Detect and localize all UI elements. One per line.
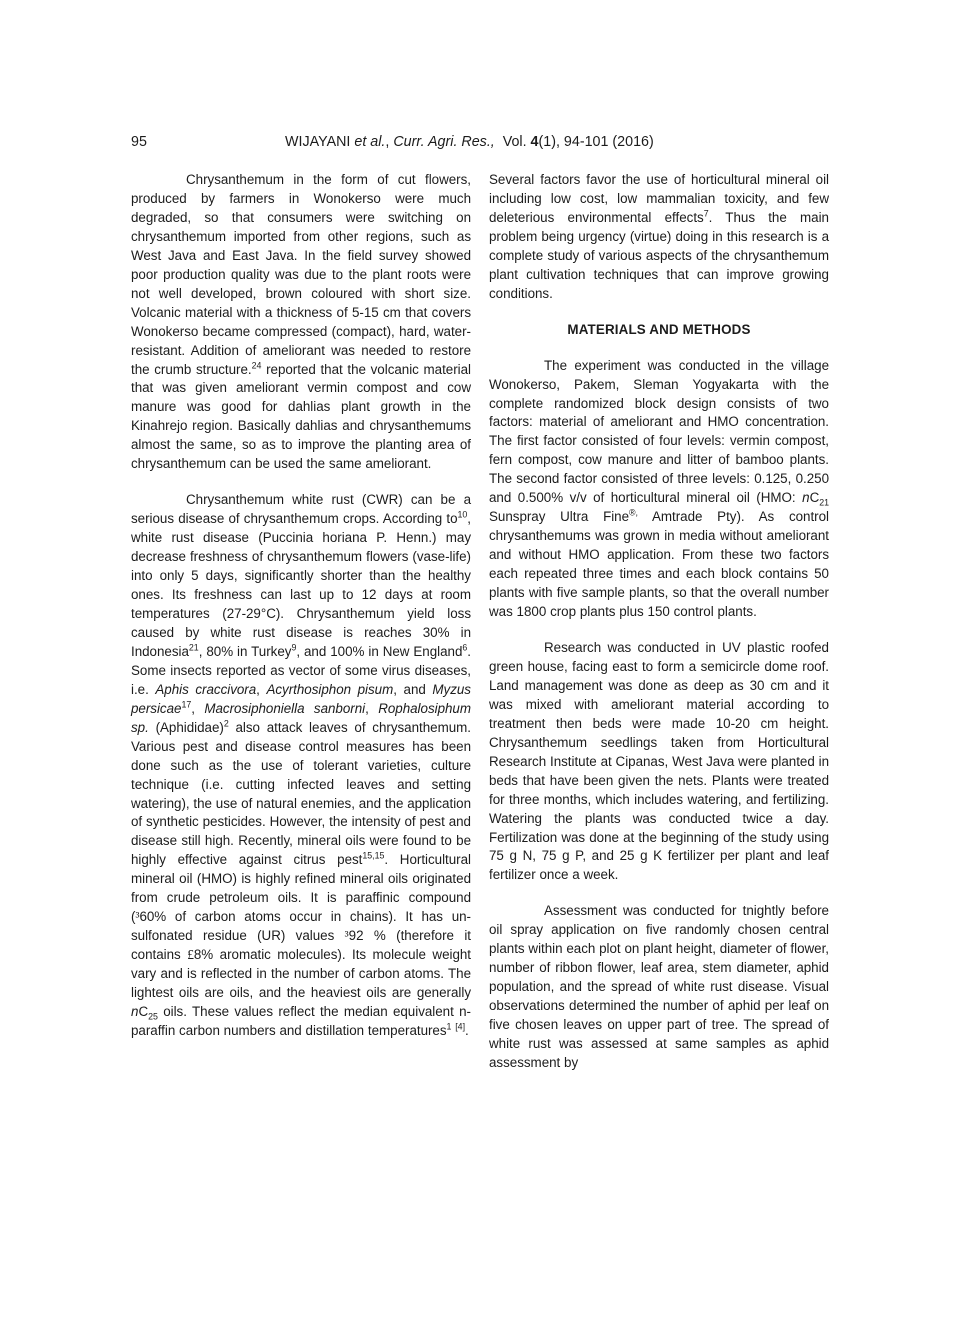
text-run: C <box>809 490 820 506</box>
running-head-volume-label: Vol. <box>502 134 531 150</box>
column-left <box>131 171 471 1041</box>
text-run: Amtrade Pty). As control chrysanthemums was grown in media without ameliorant and without HMO application. From these two factors each repeated three times and each block contains 50 plants with five sample plants, so that the overall number was 1800 crop plants plus 150 control plants. <box>489 509 829 620</box>
running-head-issue-pages-year: (1), 94-101 (2016) <box>538 134 654 150</box>
running-head-authors: WIJAYANI <box>285 134 351 150</box>
running-head-separator: , <box>385 134 394 150</box>
running-head-et-al: et al. <box>354 134 386 150</box>
reference-superscript: 17 <box>181 699 192 710</box>
text-run: Chrysanthemum white rust (CWR) can be a serious disease of chrysanthemum crops. According to <box>131 492 471 527</box>
species-name: Macrosiphoniella sanborni <box>204 700 366 716</box>
running-head <box>131 131 829 153</box>
text-run: 92 % (therefore it contains <box>131 928 472 963</box>
reference-superscript: 21 <box>188 642 199 653</box>
text-run: 8% aromatic molecules). Its molecule weight vary and is reflected in the number of carbon atoms. The lightest oils are oils, and the heaviest oils are generally <box>131 947 472 1001</box>
reference-superscript: 6 <box>462 642 468 653</box>
text-run: , <box>191 700 205 716</box>
reference-superscript: 2 <box>223 718 229 729</box>
text-run: reported that the volcanic material that was given ameliorant vermin compost and cow manure was good for dahlias plant growth in the Kinahrejo region. Basically dahlias and chrysanthemums almost the same, so as to improve the planting area of chrysanthemum can be used the same ameliorant. <box>131 361 471 472</box>
running-head-citation <box>285 134 654 150</box>
text-run: C <box>138 1003 149 1019</box>
text-run: 60% of carbon atoms occur in chains). It has un-sulfonated residue (UR) values <box>131 909 471 944</box>
species-name: Aphis craccivora <box>155 681 257 697</box>
body-paragraph <box>489 639 829 885</box>
body-paragraph <box>489 357 829 622</box>
text-run: The experiment was conducted in the village Wonokerso, Pakem, Sleman Yogyakarta with the complete randomized block design consists of two factors: material of ameliorant and HMO concentration. The first factor consisted of four levels: vermin compost, fern compost, cow manure and litter of bamboo plants. The second factor consisted of three levels: 0.125, 0.250 and 0.500% v/v of horticultural mineral oil (HMO: <box>489 357 829 506</box>
body-paragraph <box>489 171 829 304</box>
reference-superscript: 1 <box>446 1021 452 1032</box>
text-run: Several factors favor the use of horticultural mineral oil including low cost, low mammalian toxicity, and few deleterious environmental effects <box>489 172 829 225</box>
species-name: Myzus persicae <box>131 681 471 716</box>
text-run: . Some insects reported as vector of some virus diseases, i.e. <box>131 643 471 697</box>
body-paragraph <box>489 902 829 1073</box>
math-symbol: ³ <box>344 928 349 944</box>
body-paragraph <box>131 171 471 474</box>
reference-superscript: 24 <box>251 360 262 371</box>
text-run: , 80% in Turkey <box>198 643 292 659</box>
text-run: , <box>365 700 379 716</box>
species-name: n <box>131 1003 139 1019</box>
reference-superscript: 9 <box>291 642 297 653</box>
text-run: , and 100% in New England <box>296 643 463 659</box>
text-run: (Aphididae) <box>148 719 224 735</box>
species-name: n <box>802 490 810 506</box>
text-run: , <box>256 681 267 697</box>
text-run: oils. These values reflect the median equivalent n-paraffin carbon numbers and distillation temperatures <box>131 1003 471 1038</box>
text-run: , and <box>393 681 433 697</box>
math-symbol: ³ <box>135 909 140 925</box>
species-name: Rophalosiphum sp. <box>131 700 471 735</box>
reference-superscript: 7 <box>703 208 709 219</box>
species-name: Acyrthosiphon pisum <box>266 681 394 697</box>
text-run: Assessment was conducted for tnightly before oil spray application on five randomly chosen central plants within each plot on plant height, diameter of flower, number of ribbon flower, leaf area, stem diameter, aphid population, and the spread of white rust disease. Visual observations determined the number of aphid per leaf on five chosen leaves on upper part of tree. The spread of white rust was assessed at same samples as aphid assessment by <box>489 903 829 1070</box>
text-run: Sunspray Ultra Fine <box>489 509 630 525</box>
text-run: , white rust disease (Puccinia horiana P. Henn.) may decrease freshness of chrysanthemum flowers (vase-life) into only 5 days, significantly shorter than the healthy ones. Its freshness can last up to 12 days at room temperatures (27-29°C). Chrysanthemum yield loss caused by white rust disease is reaches 30% in Indonesia <box>131 511 471 659</box>
reference-superscript: 15,15 <box>362 850 385 861</box>
text-run: . Horticultural mineral oil (HMO) is highly refined mineral oils originated from crude petroleum oils. It is paraffinic compound ( <box>131 852 471 925</box>
text-run: . <box>465 1022 469 1038</box>
reference-superscript: [4] <box>455 1021 466 1032</box>
reference-superscript: 10 <box>457 509 468 520</box>
registered-mark: ®, <box>629 507 638 518</box>
column-right <box>489 171 829 1073</box>
text-run: also attack leaves of chrysanthemum. Various pest and disease control measures has been done such as the use of tolerant varieties, culture technique (i.e. cutting infected leaves and setting watering), the use of natural enemies, and the application of synthetic pesticides. However, the intensity of pest and disease still high. Recently, mineral oils were found to be highly effective against citrus pest <box>131 719 471 868</box>
body-paragraph <box>131 491 471 1041</box>
chemical-subscript: 21 <box>819 497 829 508</box>
section-heading: MATERIALS AND METHODS <box>567 321 751 337</box>
running-head-volume: 4 <box>530 134 539 150</box>
text-run: Chrysanthemum in the form of cut flowers, produced by farmers in Wonokerso were much degraded, so that consumers were switching on chrysanthemum imported from other regions, such as West Java and East Java. In the field survey showed poor production quality was due to the plant roots were not well developed, brown coloured with short size. Volcanic material with a thickness of 5-15 cm that covers Wonokerso became compressed (compact), hard, water-resistant. Addition of ameliorant was needed to restore the crumb structure. <box>131 172 471 377</box>
text-run: Research was conducted in UV plastic roofed green house, facing east to form a semicircle dome roof. Land management was done as deep as 30 cm and it was mixed with ameliorant material according to treatment then beds were made 10-20 cm height. Chrysanthemum seedlings taken from Horticultural Research Institute at Cipanas, West Java were planted in beds that have been given the nets. Plants were treated for three months, which includes watering, and fertilizing. Watering the plants was conducted twice a day. Fertilization was done at the beginning of the study using 75 g N, 75 g P, and 25 g K fertilizer per plant and leaf fertilizer once a week. <box>489 639 829 883</box>
math-symbol: £ <box>187 947 194 963</box>
running-head-journal: Curr. Agri. Res., <box>393 134 495 150</box>
text-run: . Thus the main problem being urgency (virtue) doing in this research is a complete study of various aspects of the chrysanthemum plant cultivation techniques that can improve growing conditions. <box>489 209 829 301</box>
chemical-subscript: 25 <box>148 1011 158 1022</box>
page-number: 95 <box>131 134 147 150</box>
